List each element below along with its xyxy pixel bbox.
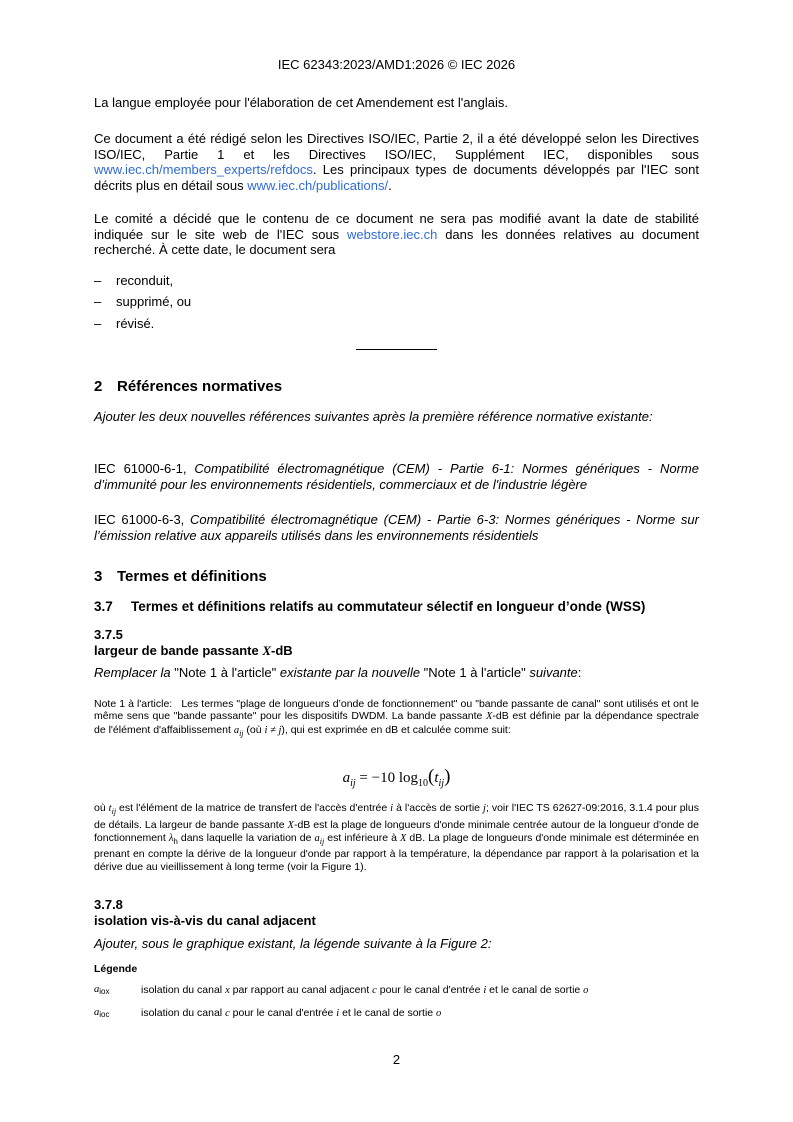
term-number: 3.7.8 <box>94 897 123 912</box>
attenuation-formula: $a_{ij} = -10$ $\log_{10}(t_{ij})$ <box>342 766 451 789</box>
page-number: 2 <box>392 1052 401 1067</box>
formula-explanation: où $t_{ij}$ est l'élément de la matrice de transfert de l'accès d'entrée i à l'accès de sortie j; voir l'IEC TS 62627-09:2016, 3.1.4 pour plus de détails. La largeur de bande passante X-dB est la plage de longueurs d'onde minimale centrée autour de la longueur d'onde de fonctionnement $\lambda_h$ dans laquelle la variation de $a_{ij}$ est inférieure à X dB. La plage de longueurs d'onde minimale est déterminée en prenant en compte la dérive de la longueur d'onde par rapport à la température, la dépendance par rapport à la polarisation et la dérive due au vieillissement à long terme (voir la Figure 1). <box>94 802 699 873</box>
legend-title: Légende <box>94 963 138 975</box>
subsection-3-7-heading: 3.7 Termes et définitions relatifs au commutateur sélectif en longueur d’onde (WSS) <box>94 599 646 614</box>
list-item: – reconduit, <box>94 273 174 288</box>
intro-paragraph-1: La langue employée pour l'élaboration de cet Amendement est l'anglais. <box>94 95 509 110</box>
list-item: – révisé. <box>94 316 155 331</box>
term-3-7-8-instruction: Ajouter, sous le graphique existant, la légende suivante à la Figure 2: <box>94 936 492 951</box>
page-header: IEC 62343:2023/AMD1:2026 © IEC 2026 <box>277 57 516 72</box>
link-refdocs[interactable]: www.iec.ch/members_experts/refdocs <box>94 162 313 177</box>
document-page: IEC 62343:2023/AMD1:2026 © IEC 2026 La langue employée pour l'élaboration de cet Amendement est l'anglais. Ce document a été rédigé selon les Directives ISO/IEC, Partie 2, il a été développé selon les Directives ISO/IEC, Partie 1 et les Directives ISO/IEC, Supplément IEC, disponibles sous www.iec.ch/members_experts/refdocs. Les principaux types de documents développés par l'IEC sont décrits plus en détail sous www.iec.ch/publications/. Le comité a décidé que le contenu de ce document ne sera pas modifié avant la date de stabilité indiquée sur le site web de l'IEC sous webstore.iec.ch dans les données relatives au document recherché. À cette date, le document sera – reconduit, – supprimé, ou – révisé. 2 Références normatives Ajouter les deux nouvelles références suivantes après la première référence normative existante: IEC 61000-6-1, Compatibilité électromagnétique (CEM) - Partie 6-1: Normes génériques - Norme d’immunité pour les environnements résidentiels, commerciaux et de l'industrie légère IEC 61000-6-3, Compatibilité électromagnétique (CEM) - Partie 6-3: Normes génériques - Norme sur l’émission relative aux appareils utilisés dans les environnements résidentiels 3 Termes et définitions 3.7 Termes et définitions relatifs au commutateur sélectif en longueur d’onde (WSS) 3.7.5 largeur de bande passante X-dB Remplacer la "Note 1 à l'article" existante par la nouvelle "Note 1 à l'article" suivante: Note 1 à l'article: Les termes "plage de longueurs d’onde de fonctionnement" ou "bande passante de canal" sont utilisés et ont le même sens que "bande passante" pour les dispositifs DWDM. La bande passante X-dB est définie par la dépendance spectrale de l'élément d'affaiblissement $a_{ij}$ (où i ≠ j), qui est exprimée en dB et calculée comme suit: $a_{ij} = -10$ $\log_{10}(t_{ij})$ où $t_{ij}$ est l'élément de la matrice de transfert de l'accès d'entrée i à l'accès de sortie j; voir l'IEC TS 62627-09:2016, 3.1.4 pour plus de détails. La largeur de bande passante X-dB est la plage de longueurs d'onde minimale centrée autour de la longueur d'onde de fonctionnement $\lambda_h$ dans laquelle la variation de $a_{ij}$ est inférieure à X dB. La plage de longueurs d'onde minimale est déterminée en prenant en compte la dérive de la longueur d'onde par rapport à la température, la dépendance par rapport à la polarisation et la dérive due au vieillissement à long terme (voir la Figure 1). 3.7.8 isolation vis-à-vis du canal adjacent Ajouter, sous le graphique existant, la légende suivante à la Figure 2: Légende $a_{iox}$ isolation du canal x par rapport au canal adjacent c pour le canal d'entrée i et le canal de sortie o $a_{ioc}$ isolation du canal c pour le canal d'entrée i et le canal de sortie o 2 <box>0 0 793 1122</box>
link-publications[interactable]: www.iec.ch/publications/ <box>247 177 389 193</box>
term-title: largeur de bande passante X-dB <box>94 642 293 658</box>
intro-paragraph-2: Ce document a été rédigé selon les Directives ISO/IEC, Partie 2, il a été développé selon les Directives ISO/IEC, Partie 1 et les Directives ISO/IEC, Supplément IEC, disponibles sous www.iec.ch/members_experts/refdocs. Les principaux types de documents développés par l'IEC sont décrits plus en détail sous www.iec.ch/publications/. <box>94 131 699 193</box>
list-item: – supprimé, ou <box>94 294 192 309</box>
link-webstore[interactable]: webstore.iec.ch <box>347 226 438 242</box>
normative-reference: IEC 61000-6-1, Compatibilité électromagnétique (CEM) - Partie 6-1: Normes génériques - Norme d’immunité pour les environnements résidentiels, commerciaux et de l'industrie légère <box>94 461 699 492</box>
section-2-heading: 2 Références normatives <box>94 378 283 395</box>
term-number: 3.7.5 <box>94 627 123 642</box>
section-3-heading: 3 Termes et définitions <box>94 568 267 585</box>
section-2-instruction: Ajouter les deux nouvelles références suivantes après la première référence normative existante: <box>94 409 653 424</box>
term-3-7-8 <box>94 897 699 928</box>
term-3-7-5-instruction: Remplacer la "Note 1 à l'article" existante par la nouvelle "Note 1 à l'article" suivante: <box>94 665 582 680</box>
term-3-7-5 <box>94 627 699 658</box>
normative-reference: IEC 61000-6-3, Compatibilité électromagnétique (CEM) - Partie 6-3: Normes génériques - Norme sur l’émission relative aux appareils utilisés dans les environnements résidentiels <box>94 512 699 543</box>
intro-paragraph-3: Le comité a décidé que le contenu de ce document ne sera pas modifié avant la date de stabilité indiquée sur le site web de l'IEC sous webstore.iec.ch dans les données relatives au document recherché. À cette date, le document sera <box>94 211 699 257</box>
note-to-entry: Note 1 à l'article: Les termes "plage de longueurs d’onde de fonctionnement" ou "bande passante de canal" sont utilisés et ont le même sens que "bande passante" pour les dispositifs DWDM. La bande passante X-dB est définie par la dépendance spectrale de l'élément d'affaiblissement $a_{ij}$ (où i ≠ j), qui est exprimée en dB et calculée comme suit: <box>94 698 699 738</box>
term-title: isolation vis-à-vis du canal adjacent <box>94 912 316 928</box>
separator-rule <box>356 349 437 350</box>
